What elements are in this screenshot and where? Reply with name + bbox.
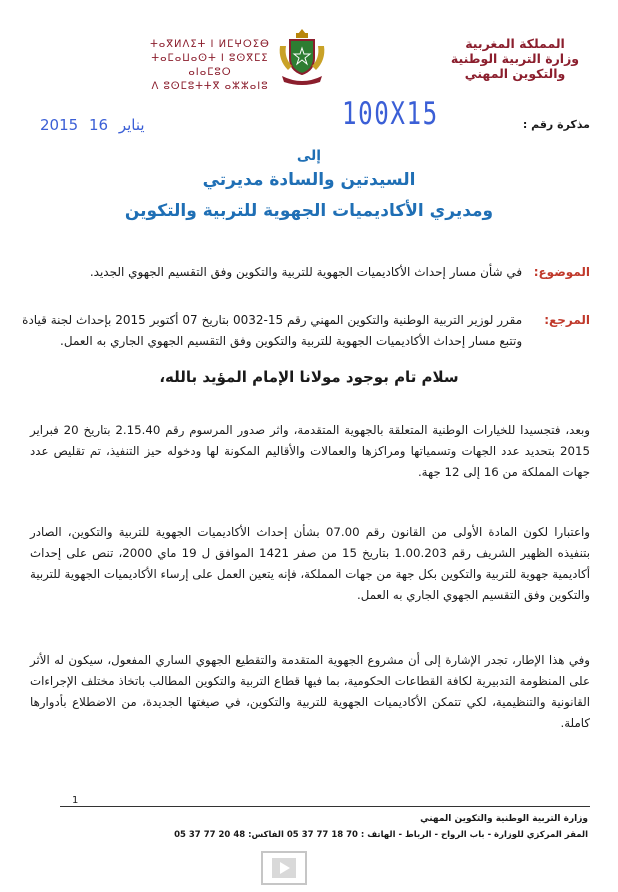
ministry-line: المملكة المغربية [465, 36, 565, 51]
ministry-line: وزارة التربية الوطنية [450, 51, 580, 66]
royal-emblem-icon [272, 26, 332, 88]
memo-number-label: مذكرة رقم : [522, 118, 590, 131]
date-stamp [40, 116, 151, 134]
body-paragraph-2: واعتبارا لكون المادة الأولى من القانون رقم 07.00 بشأن إحداث الأكاديميات الجهوية للتربية والتكوين، الصادر بتنفيذه الظهير الشريف رقم 1.00.203 بتاريخ 15 من صفر 1421 الموافق ل 19 ماي 2000، تنص على إحداث أكاديمية جهوية للتربية والتكوين بكل جهة من جهات المملكة، فإنه يتعين العمل على إرساء الأكاديميات الجهوية للتربية والتكوين وفق التقسيم الجهوي الجاري به العمل. [30, 525, 590, 602]
stamp-month: يناير [118, 116, 145, 134]
ministry-header-tifinagh [150, 38, 270, 94]
subject-row [20, 262, 590, 283]
reference-text: مقرر لوزير التربية الوطنية والتكوين المهني رقم 15-0032 بتاريخ 07 أكتوبر 2015 بإحداث لجنة قيادة وتتبع مسار إحداث الأكاديميات الجهوية للتربية والتكوين وفق التقسيم الجهوي الجاري به العمل. [22, 313, 523, 348]
watermark-icon [258, 848, 310, 888]
ministry-line: ⵜⴰⵎⴰⵡⴰⵙⵜ ⵏ ⵓⵙⴳⵎⵉ ⴰⵏⴰⵎⵓⵔ [151, 53, 269, 78]
stamp-day: 16 [88, 116, 109, 134]
subject-label: الموضوع: [533, 265, 590, 279]
memo-number-stamp: 100X15 [342, 96, 439, 132]
ministry-line: ⴷ ⵓⵙⵎⵓⵜⵜⴳ ⴰⵣⵣⴰⵏⵓ [151, 81, 269, 92]
body-paragraph-1: وبعد، فتجسيدا للخيارات الوطنية المتعلقة بالجهوية المتقدمة، واثر صدور المرسوم رقم 2.15.40 بتاريخ 20 فبراير 2015 بتحديد عدد الجهات وتسمياتها ومراكزها والعمالات والأقاليم المكونة لها ودخوله حيز التنفيذ، تم تقليص عدد جهات المملكة من 16 إلى 12 جهة. [30, 423, 590, 479]
reference-label: المرجع: [544, 313, 590, 327]
body-paragraph-3: وفي هذا الإطار، تجدر الإشارة إلى أن مشروع الجهوية المتقدمة والتقطيع الجهوي الساري المفعول، سيكون له الأثر على المنظومة التدبيرية لكافة القطاعات الحكومية، بما فيها قطاع التربية والتكوين المطالب باتخاذ مختلف الإجراءات القانونية والتنظيمية، لكي تتمكن الأكاديميات الجهوية للتربية والتكوين، في صيغتها الجديدة، من الاضطلاع بأدوارها كاملة. [30, 653, 590, 730]
footer-ministry: وزارة التربية الوطنية والتكوين المهني [420, 814, 588, 824]
addressee-line-1: السيدتين والسادة مديرتي [202, 170, 416, 190]
footer-divider [60, 806, 590, 807]
ministry-line: والتكوين المهني [464, 66, 566, 81]
addressee-to: إلى [296, 148, 322, 164]
ministry-header-arabic [440, 36, 590, 81]
footer-address: المقر المركزي للوزارة - باب الرواح - الرباط - الهاتف : 70 18 77 37 05 الفاكس: 48 20 77 37 05 [174, 830, 588, 840]
addressee-line-2: ومديري الأكاديميات الجهوية للتربية والتكوين [124, 201, 494, 221]
page-number: 1 [72, 795, 79, 806]
greeting: سلام تام بوجود مولانا الإمام المؤيد بالله، [159, 368, 459, 386]
subject-text: في شأن مسار إحداث الأكاديميات الجهوية للتربية والتكوين وفق التقسيم الجهوي الجديد. [89, 265, 523, 279]
ministry-line: ⵜⴰⴳⵍⴷⵉⵜ ⵏ ⵍⵎⵖⵔⵉⴱ [150, 39, 270, 50]
reference-row [20, 310, 590, 352]
stamp-year: 2015 [40, 116, 79, 134]
